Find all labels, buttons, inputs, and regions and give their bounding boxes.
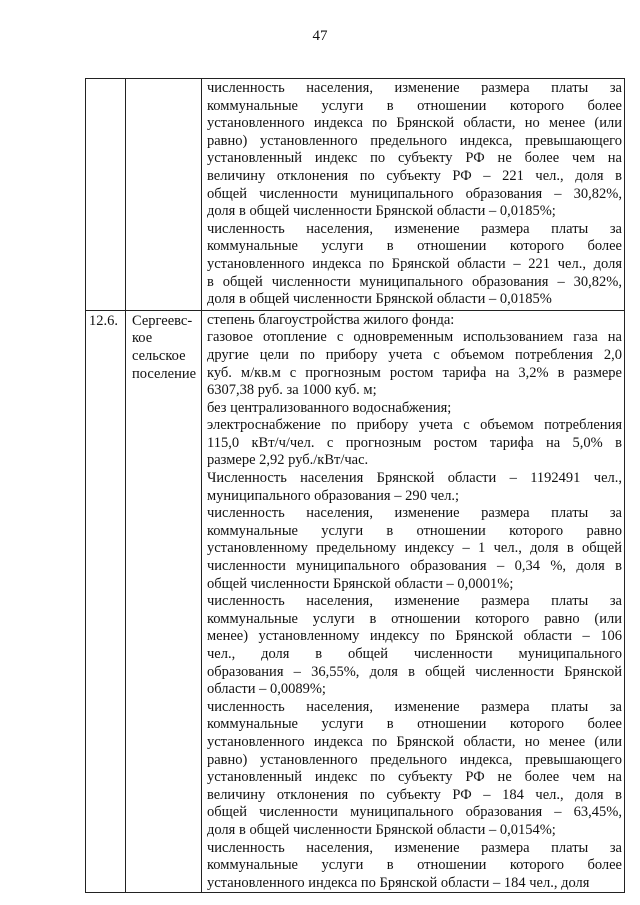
description-line: численность населения, изменение размера платы за [207, 505, 622, 522]
description-line: коммунальные услуги в отношении которого более [207, 238, 622, 255]
description-line: численность населения, изменение размера платы за [207, 839, 622, 856]
row-number-cell [86, 79, 126, 311]
description-line: численности муниципального образования – 0,34 %, доля в [207, 558, 622, 575]
description-line: 115,0 кВт/ч/чел. с прогнозным ростом тарифа на 5,0% в [207, 434, 622, 451]
description-line: установленного индекса по Брянской области – 221 чел., доля [207, 255, 622, 272]
description-line: величину отклонения по субъекту РФ – 221 чел., доля в [207, 167, 622, 184]
municipality-name-cell [126, 79, 202, 311]
description-line: установленный индекс по субъекту РФ не более чем на [207, 150, 622, 167]
description-text [202, 80, 624, 309]
description-line: менее) установленному индексу по Брянской области – 106 [207, 628, 622, 645]
description-line: газовое отопление с одновременным использованием газа на [207, 329, 622, 346]
description-line: другие цели по прибору учета с объемом потребления 2,0 [207, 346, 622, 363]
municipality-table [85, 78, 625, 893]
municipality-name-line: кое [132, 330, 153, 347]
description-line: установленного индекса по Брянской области – 184 чел., доля [207, 874, 590, 891]
description-line: численность населения, изменение размера платы за [207, 698, 622, 715]
municipality-name-line: сельское [132, 347, 186, 364]
description-text [202, 312, 624, 893]
row-number-cell [86, 310, 126, 893]
description-line: доля в общей численности Брянской области – 0,0154%; [207, 821, 556, 838]
municipality-name-line: поселение [132, 365, 197, 382]
table-row [86, 79, 625, 311]
description-line: образования – 36,55%, доля в общей численности Брянской [207, 663, 622, 680]
description-line: Численность населения Брянской области – 1192491 чел., [207, 470, 622, 487]
page-number: 47 [312, 28, 328, 44]
description-line: коммунальные услуги в отношении которого более [207, 716, 622, 733]
description-line: коммунальные услуги в отношении которого равно (или [207, 610, 622, 627]
description-cell [202, 79, 625, 311]
description-line: численность населения, изменение размера платы за [207, 593, 622, 610]
row-number [86, 79, 125, 81]
description-line: общей численности муниципального образования – 30,82%, [207, 185, 622, 202]
description-line: общей численности Брянской области – 0,0001%; [207, 575, 514, 592]
description-line: коммунальные услуги в отношении которого равно [207, 522, 622, 539]
description-line: величину отклонения по субъекту РФ – 184 чел., доля в [207, 786, 622, 803]
description-line: установленного индекса по Брянской области, но менее (или [207, 115, 622, 132]
description-line: общей численности муниципального образования – 63,45%, [207, 804, 622, 821]
municipality-name [126, 311, 201, 383]
description-line: равно) установленного предельного индекса, превышающего [207, 132, 622, 149]
description-line: куб. м/кв.м с прогнозным ростом тарифа на 3,2% в размере [207, 364, 622, 381]
description-line: коммунальные услуги в отношении которого более [207, 857, 622, 874]
description-line: численность населения, изменение размера платы за [207, 220, 622, 237]
description-line: чел., доля в общей численности муниципального [207, 646, 622, 662]
description-line: без централизованного водоснабжения; [207, 399, 452, 416]
description-line: 6307,38 руб. за 1000 куб. м; [207, 382, 377, 399]
description-line: установленный индекс по субъекту РФ не более чем на [207, 769, 622, 786]
municipality-name-cell [126, 310, 202, 893]
description-cell [202, 310, 625, 893]
description-line: доля в общей численности Брянской области – 0,0185% [207, 291, 552, 308]
row-number: 12.6. [89, 312, 118, 329]
description-line: равно) установленного предельного индекса, превышающего [207, 751, 622, 768]
description-line: электроснабжение по прибору учета с объемом потребления [207, 417, 622, 434]
description-line: области – 0,0089%; [207, 681, 326, 698]
description-line: в общей численности муниципального образования – 30,82%, [207, 273, 622, 290]
description-line: доля в общей численности Брянской области – 0,0185%; [207, 203, 556, 220]
table-row [86, 310, 625, 893]
description-line: численность населения, изменение размера платы за [207, 80, 622, 96]
description-line: степень благоустройства жилого фонда: [207, 311, 455, 328]
municipality-name-line: Сергеевс- [132, 312, 193, 329]
description-line: размере 2,92 руб./кВт/час. [207, 452, 369, 469]
description-line: муниципального образования – 290 чел.; [207, 487, 460, 504]
description-line: установленного индекса по Брянской области, но менее (или [207, 733, 622, 750]
description-line: коммунальные услуги в отношении которого более [207, 97, 622, 114]
description-line: установленному предельному индексу – 1 чел., доля в общей [207, 540, 622, 557]
